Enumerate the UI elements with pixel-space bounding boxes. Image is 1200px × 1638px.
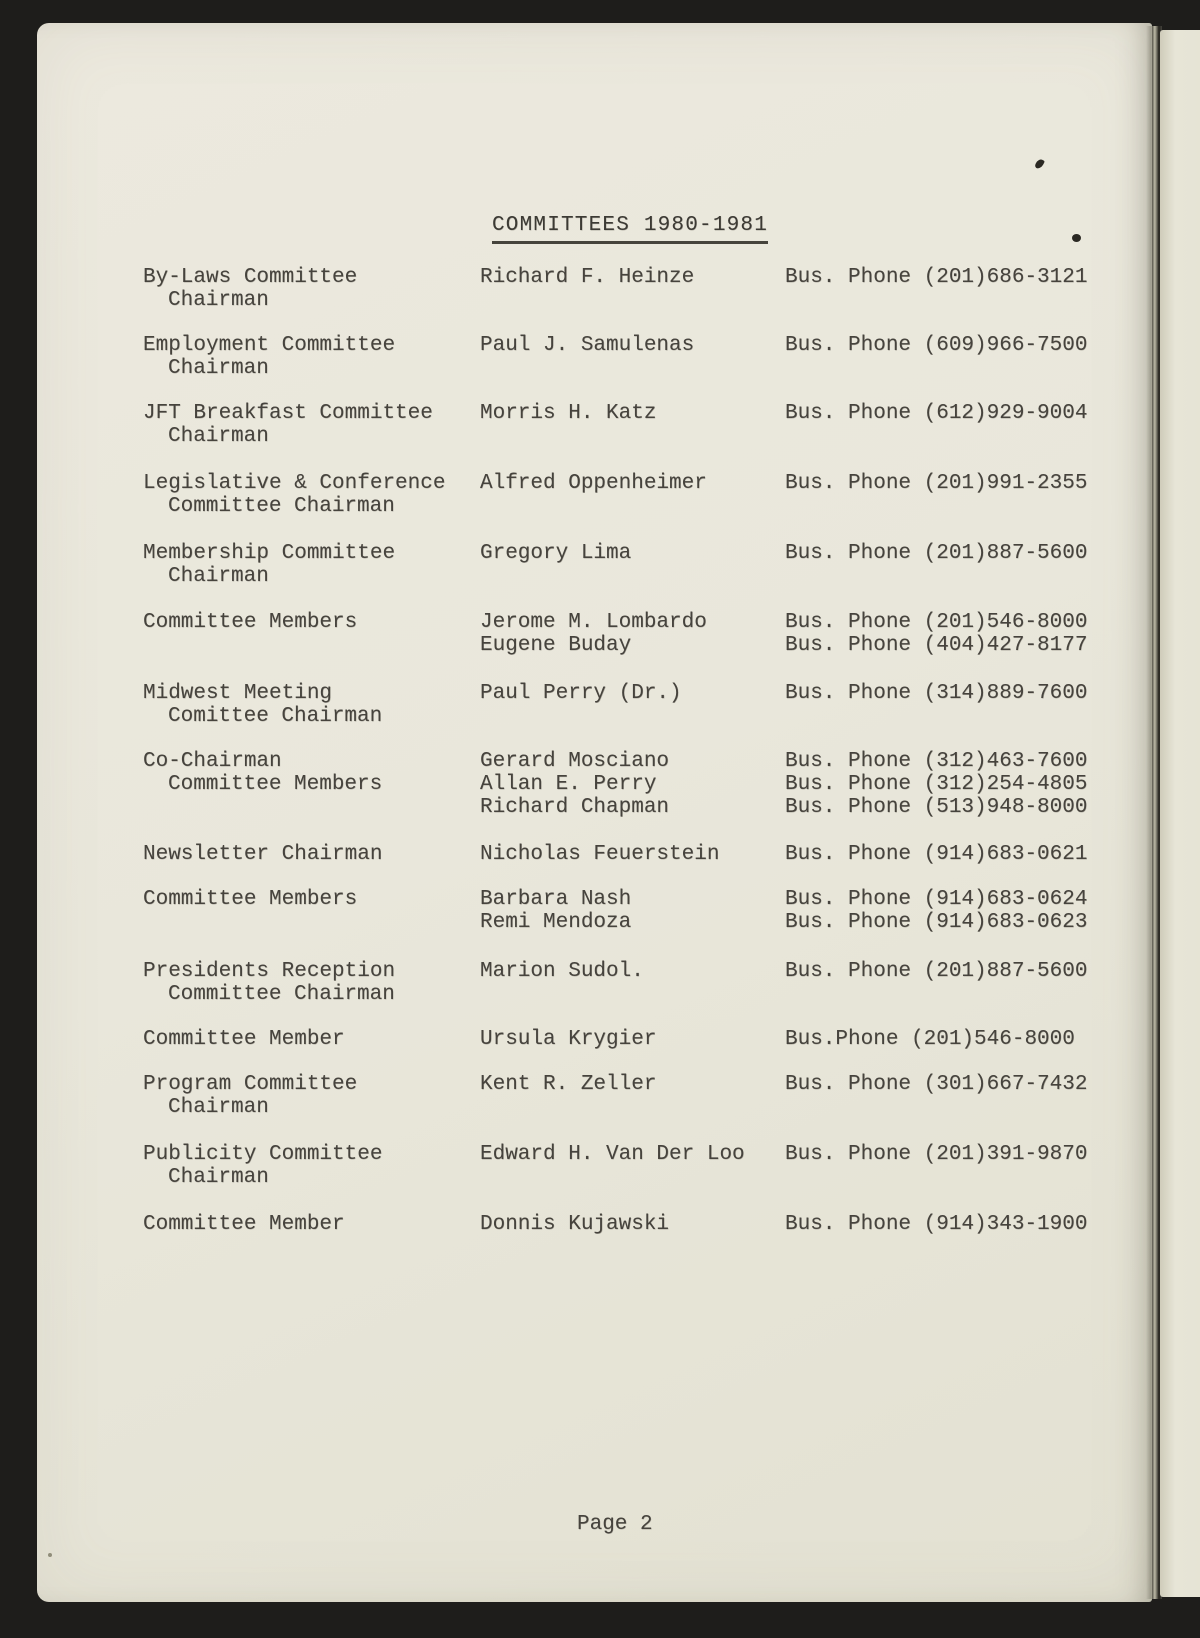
person-phone: Bus. Phone (201)391-9870 <box>785 1143 1088 1166</box>
committee-role-line: Co-Chairman <box>143 750 282 773</box>
committee-role-line: Committee Member <box>143 1028 345 1051</box>
committee-role-line: Midwest Meeting <box>143 682 333 705</box>
person-name: Barbara Nash <box>480 888 632 911</box>
person-phone: Bus. Phone (609)966-7500 <box>785 334 1088 357</box>
committee-role-line: Program Committee <box>143 1073 358 1096</box>
person-name: Alfred Oppenheimer <box>480 472 707 495</box>
person-name: Allan E. Perry <box>480 773 657 796</box>
committee-role-line: Newsletter Chairman <box>143 843 383 866</box>
person-name: Remi Mendoza <box>480 911 632 934</box>
committee-role-line: Membership Committee <box>143 542 396 565</box>
person-name: Morris H. Katz <box>480 402 657 425</box>
ink-speck <box>1072 234 1081 242</box>
person-phone: Bus. Phone (312)463-7600 <box>785 750 1088 773</box>
person-name: Nicholas Feuerstein <box>480 843 720 866</box>
person-phone: Bus. Phone (312)254-4805 <box>785 773 1088 796</box>
committee-role-line: Chairman <box>168 1166 269 1189</box>
ink-speck <box>48 1553 52 1557</box>
page-title: COMMITTEES 1980-1981 <box>492 213 768 244</box>
person-phone: Bus. Phone (914)683-0624 <box>785 888 1088 911</box>
committee-role-line: Employment Committee <box>143 334 396 357</box>
facing-page-edge <box>1160 30 1200 1597</box>
person-phone: Bus. Phone (513)948-8000 <box>785 796 1088 819</box>
person-phone: Bus. Phone (201)991-2355 <box>785 472 1088 495</box>
person-name: Donnis Kujawski <box>480 1213 670 1236</box>
person-name: Edward H. Van Der Loo <box>480 1143 745 1166</box>
person-name: Eugene Buday <box>480 634 632 657</box>
person-phone: Bus. Phone (201)887-5600 <box>785 960 1088 983</box>
committee-role-line: Chairman <box>168 425 269 448</box>
person-phone: Bus. Phone (914)683-0623 <box>785 911 1088 934</box>
person-name: Richard F. Heinze <box>480 266 695 289</box>
document-page <box>37 23 1152 1602</box>
committee-role-line: Comittee Chairman <box>168 705 383 728</box>
person-phone: Bus. Phone (201)887-5600 <box>785 542 1088 565</box>
committee-role-line: Chairman <box>168 565 269 588</box>
person-name: Paul Perry (Dr.) <box>480 682 682 705</box>
person-phone: Bus. Phone (612)929-9004 <box>785 402 1088 425</box>
committee-role-line: Chairman <box>168 289 269 312</box>
person-phone: Bus. Phone (314)889-7600 <box>785 682 1088 705</box>
committee-role-line: Publicity Committee <box>143 1143 383 1166</box>
page-number: Page 2 <box>577 1513 653 1536</box>
person-name: Kent R. Zeller <box>480 1073 657 1096</box>
committee-role-line: Presidents Reception <box>143 960 396 983</box>
committee-role-line: Committee Members <box>143 611 358 634</box>
committee-role-line: Legislative & Conference <box>143 472 446 495</box>
committee-role-line: Committee Member <box>143 1213 345 1236</box>
person-phone: Bus. Phone (301)667-7432 <box>785 1073 1088 1096</box>
person-phone: Bus. Phone (404)427-8177 <box>785 634 1088 657</box>
committee-role-line: Committee Members <box>168 773 383 796</box>
committee-role-line: Committee Chairman <box>168 983 395 1006</box>
committee-role-line: Committee Chairman <box>168 495 395 518</box>
person-phone: Bus. Phone (201)546-8000 <box>785 611 1088 634</box>
committee-role-line: By-Laws Committee <box>143 266 358 289</box>
person-phone: Bus. Phone (914)683-0621 <box>785 843 1088 866</box>
person-name: Gerard Mosciano <box>480 750 670 773</box>
person-name: Paul J. Samulenas <box>480 334 695 357</box>
person-phone: Bus.Phone (201)546-8000 <box>785 1028 1075 1051</box>
committee-role-line: Chairman <box>168 357 269 380</box>
person-name: Jerome M. Lombardo <box>480 611 707 634</box>
committee-role-line: JFT Breakfast Committee <box>143 402 433 425</box>
person-phone: Bus. Phone (914)343-1900 <box>785 1213 1088 1236</box>
person-name: Gregory Lima <box>480 542 632 565</box>
committee-role-line: Chairman <box>168 1096 269 1119</box>
committee-list <box>37 23 1152 1602</box>
person-name: Ursula Krygier <box>480 1028 657 1051</box>
person-phone: Bus. Phone (201)686-3121 <box>785 266 1088 289</box>
committee-role-line: Committee Members <box>143 888 358 911</box>
person-name: Marion Sudol. <box>480 960 644 983</box>
person-name: Richard Chapman <box>480 796 670 819</box>
